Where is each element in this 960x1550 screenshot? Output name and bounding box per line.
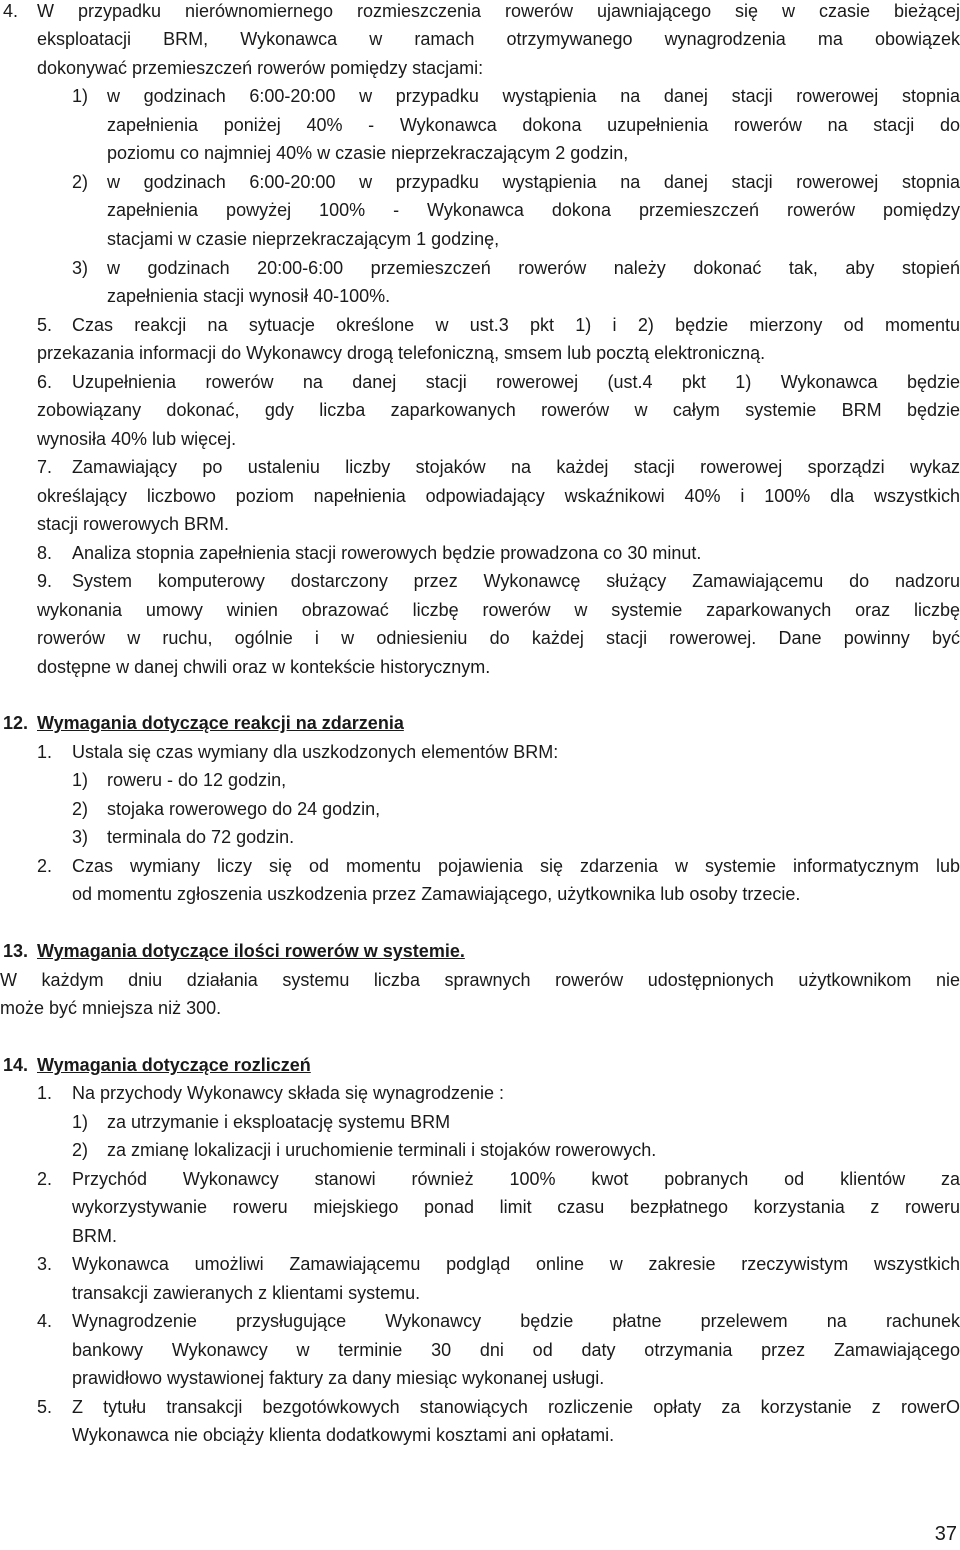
paragraph-line: w godzinach 20:00-6:00 przemieszczeń rowerów należy dokonać tak, aby stopień — [107, 258, 960, 278]
paragraph-line: może być mniejsza niż 300. — [0, 998, 222, 1018]
paragraph-line: W każdym dniu działania systemu liczba sprawnych rowerów udostępnionych użytkownikom nie — [0, 970, 960, 990]
paragraph-line: System komputerowy dostarczony przez Wykonawcę służący Zamawiającemu do nadzoru — [72, 571, 960, 591]
section-heading: Wymagania dotyczące rozliczeń — [37, 1055, 311, 1075]
paragraph-line: stojaka rowerowego do 24 godzin, — [107, 799, 381, 819]
paragraph-line: BRM. — [72, 1226, 117, 1246]
paragraph-line: rowerów w ruchu, ogólnie i w odniesieniu do każdej stacji rowerowej. Dane powinny być — [37, 628, 960, 648]
subitem-number: 3) — [72, 258, 89, 278]
subitem-number: 2) — [72, 1140, 89, 1160]
paragraph-line: Zamawiający po ustaleniu liczby stojaków na każdej stacji rowerowej sporządzi wykaz — [72, 457, 960, 477]
item-number: 2. — [37, 856, 53, 876]
paragraph-line: stacji rowerowych BRM. — [37, 514, 230, 534]
item-number: 1. — [37, 742, 53, 762]
paragraph-line: prawidłowo wystawionej faktury za dany miesiąc wykonanej usługi. — [72, 1368, 605, 1388]
item-number: 4. — [3, 1, 19, 21]
item-number: 4. — [37, 1311, 53, 1331]
section-number: 13. — [3, 941, 29, 961]
paragraph-line: wykonania umowy winien obrazować liczbę rowerów w systemie zaparkowanych oraz liczbę — [37, 600, 960, 620]
section-number: 12. — [3, 713, 29, 733]
section-heading: Wymagania dotyczące ilości rowerów w systemie. — [37, 941, 465, 961]
paragraph-line: wynosiła 40% lub więcej. — [37, 429, 237, 449]
paragraph-line: za zmianę lokalizacji i uruchomienie terminali i stojaków rowerowych. — [107, 1140, 657, 1160]
paragraph-line: dostępne w danej chwili oraz w kontekście historycznym. — [37, 657, 491, 677]
paragraph-line: za utrzymanie i eksploatację systemu BRM — [107, 1112, 451, 1132]
paragraph-line: Na przychody Wykonawcy składa się wynagrodzenie : — [72, 1083, 505, 1103]
subitem-number: 2) — [72, 799, 89, 819]
paragraph-line: poziomu co najmniej 40% w czasie nieprzekraczającym 2 godzin, — [107, 143, 629, 163]
paragraph-line: zapełnienia poniżej 40% - Wykonawca dokona uzupełnienia rowerów na stacji do — [107, 115, 960, 135]
paragraph-line: W przypadku nierównomiernego rozmieszczenia rowerów ujawniającego się w czasie bieżącej — [37, 1, 960, 21]
paragraph-line: przekazania informacji do Wykonawcy drogą telefoniczną, smsem lub pocztą elektroniczną. — [37, 343, 766, 363]
paragraph-line: Wykonawca nie obciąży klienta dodatkowymi kosztami ani opłatami. — [72, 1425, 615, 1445]
item-number: 7. — [37, 457, 53, 477]
section-heading: Wymagania dotyczące reakcji na zdarzenia — [37, 713, 404, 733]
paragraph-line: zapełnienia stacji wynosił 40-100%. — [107, 286, 391, 306]
paragraph-line: transakcji zawieranych z klientami systemu. — [72, 1283, 421, 1303]
subitem-number: 3) — [72, 827, 89, 847]
paragraph-line: Analiza stopnia zapełnienia stacji rowerowych będzie prowadzona co 30 minut. — [72, 543, 702, 563]
paragraph-line: terminala do 72 godzin. — [107, 827, 295, 847]
paragraph-line: od momentu zgłoszenia uszkodzenia przez Zamawiającego, użytkownika lub osoby trzecie. — [72, 884, 801, 904]
paragraph-line: Ustala się czas wymiany dla uszkodzonych elementów BRM: — [72, 742, 559, 762]
paragraph-line: wykorzystywanie roweru miejskiego ponad limit czasu bezpłatnego korzystania z roweru — [72, 1197, 960, 1217]
paragraph-line: w godzinach 6:00-20:00 w przypadku wystąpienia na danej stacji rowerowej stopnia — [107, 86, 960, 106]
subitem-number: 1) — [72, 1112, 89, 1132]
paragraph-line: Z tytułu transakcji bezgotówkowych stanowiących rozliczenie opłaty za korzystanie z rowerO — [72, 1397, 960, 1417]
item-number: 9. — [37, 571, 53, 591]
item-number: 6. — [37, 372, 53, 392]
item-number: 5. — [37, 315, 53, 335]
subitem-number: 2) — [72, 172, 89, 192]
paragraph-line: Wykonawca umożliwi Zamawiającemu podgląd online w zakresie rzeczywistym wszystkich — [72, 1254, 960, 1274]
item-number: 8. — [37, 543, 53, 563]
paragraph-line: zobowiązany dokonać, gdy liczba zaparkowanych rowerów w całym systemie BRM będzie — [37, 400, 960, 420]
paragraph-line: Czas wymiany liczy się od momentu pojawienia się zdarzenia w systemie informatycznym lub — [72, 856, 960, 876]
section-number: 14. — [3, 1055, 29, 1075]
page-number: 37 — [934, 1523, 957, 1545]
item-number: 1. — [37, 1083, 53, 1103]
paragraph-line: roweru - do 12 godzin, — [107, 770, 287, 790]
item-number: 2. — [37, 1169, 53, 1189]
item-number: 3. — [37, 1254, 53, 1274]
paragraph-line: Czas reakcji na sytuacje określone w ust.3 pkt 1) i 2) będzie mierzony od momentu — [72, 315, 960, 335]
paragraph-line: określający liczbowo poziom napełnienia odpowiadający wskaźnikowi 40% i 100% dla wszystkich — [37, 486, 960, 506]
paragraph-line: zapełnienia powyżej 100% - Wykonawca dokona przemieszczeń rowerów pomiędzy — [107, 200, 960, 220]
subitem-number: 1) — [72, 770, 89, 790]
paragraph-line: Uzupełnienia rowerów na danej stacji rowerowej (ust.4 pkt 1) Wykonawca będzie — [72, 372, 960, 392]
paragraph-line: w godzinach 6:00-20:00 w przypadku wystąpienia na danej stacji rowerowej stopnia — [107, 172, 960, 192]
subitem-number: 1) — [72, 86, 89, 106]
paragraph-line: stacjami w czasie nieprzekraczającym 1 godzinę, — [107, 229, 500, 249]
paragraph-line: dokonywać przemieszczeń rowerów pomiędzy stacjami: — [37, 58, 484, 78]
paragraph-line: Wynagrodzenie przysługujące Wykonawcy będzie płatne przelewem na rachunek — [72, 1311, 960, 1331]
paragraph-line: bankowy Wykonawcy w terminie 30 dni od daty otrzymania przez Zamawiającego — [72, 1340, 960, 1360]
item-number: 5. — [37, 1397, 53, 1417]
paragraph-line: eksploatacji BRM, Wykonawca w ramach otrzymywanego wynagrodzenia ma obowiązek — [37, 29, 960, 49]
paragraph-line: Przychód Wykonawcy stanowi również 100% kwot pobranych od klientów za — [72, 1169, 960, 1189]
